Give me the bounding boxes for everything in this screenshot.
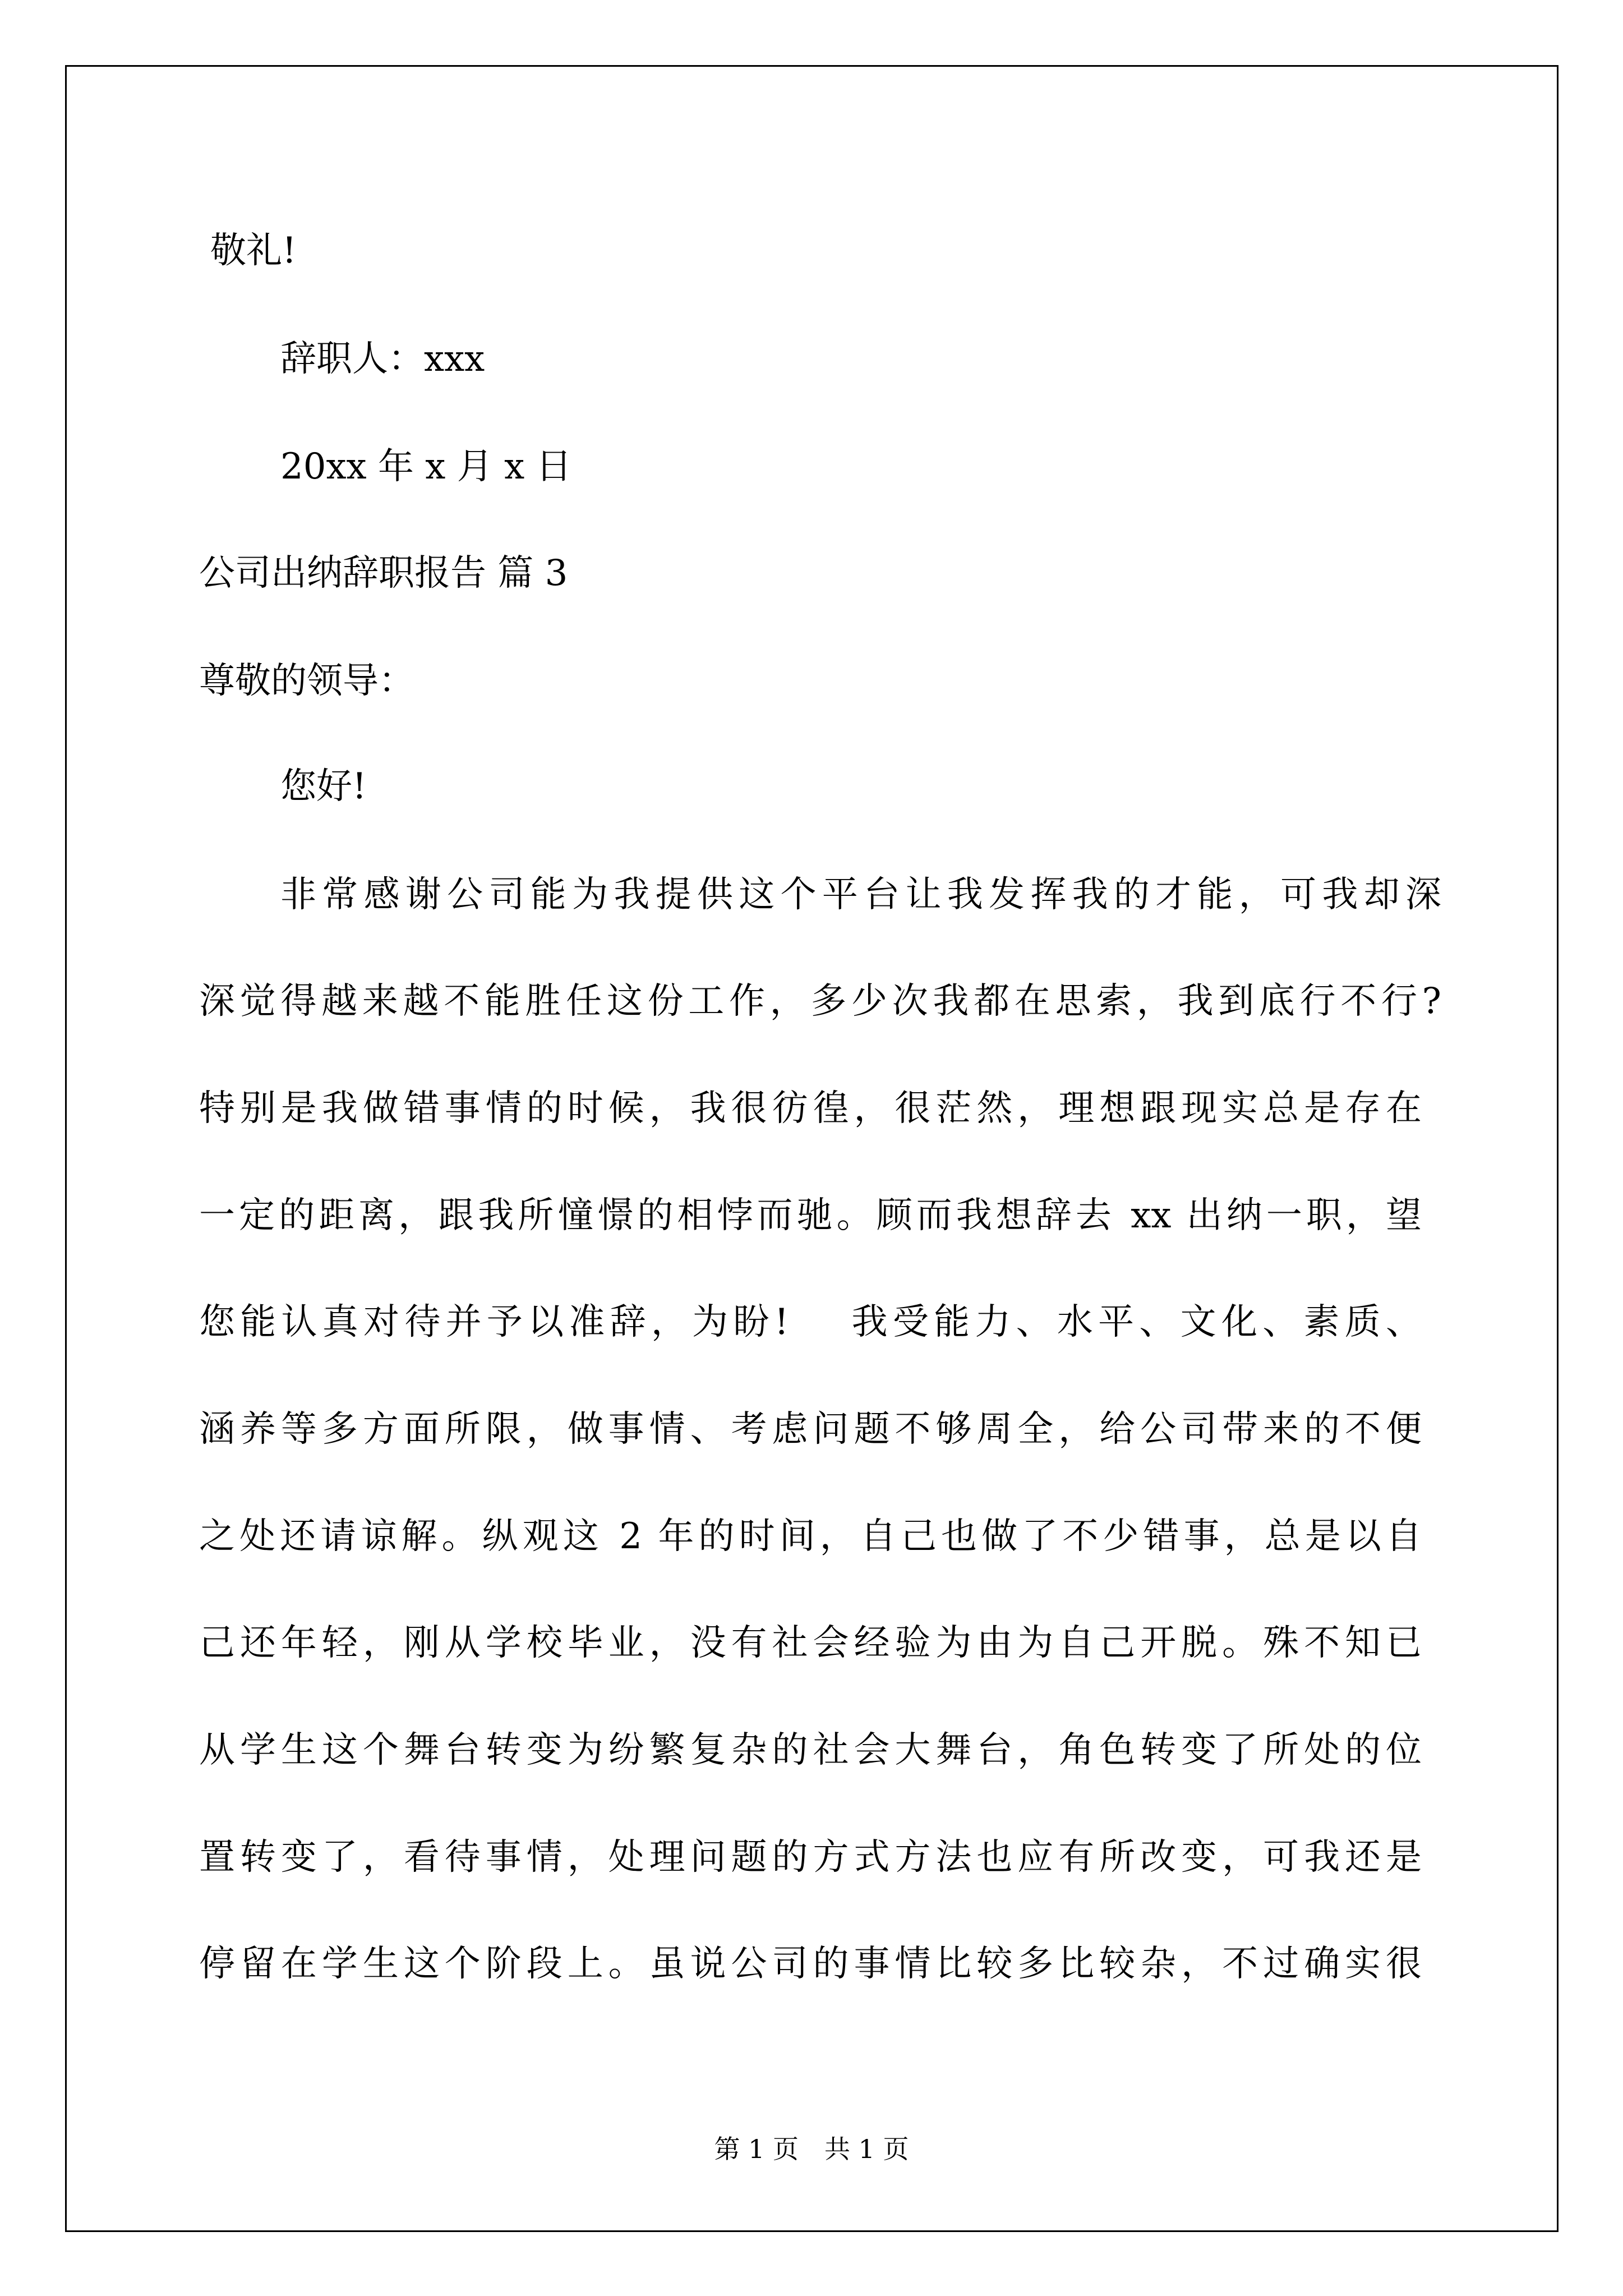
body-line-4: 一定的距离，跟我所憧憬的相悖而驰。顾而我想辞去 xx 出纳一职，望 <box>199 1195 1422 1236</box>
body-line-7: 之处还请谅解。纵观这 2 年的时间，自己也做了不少错事，总是以自 <box>199 1516 1422 1557</box>
closing-salutation: 敬礼! <box>210 230 297 272</box>
body-line-9: 从学生这个舞台转变为纷繁复杂的社会大舞台，角色转变了所处的位 <box>199 1729 1422 1771</box>
body-line-2: 深觉得越来越不能胜任这份工作，多少次我都在思索，我到底行不行? <box>199 981 1441 1022</box>
signature-line: 辞职人：xxx <box>280 338 485 380</box>
body-line-8: 己还年轻，刚从学校毕业，没有社会经验为由为自己开脱。殊不知已 <box>199 1622 1422 1664</box>
page-footer: 第 1 页 共 1 页 <box>714 2134 909 2164</box>
body-line-10: 置转变了，看待事情，处理问题的方式方法也应有所改变，可我还是 <box>199 1837 1422 1878</box>
body-line-5: 您能认真对待并予以准辞，为盼! 我受能力、水平、文化、素质、 <box>199 1301 1422 1343</box>
body-line-11: 停留在学生这个阶段上。虽说公司的事情比较多比较杂，不过确实很 <box>199 1943 1422 1985</box>
body-line-3: 特别是我做错事情的时候，我很彷徨，很茫然，理想跟现实总是存在 <box>199 1088 1422 1129</box>
page-border <box>65 65 1559 2232</box>
date-line: 20xx 年 x 月 x 日 <box>280 446 572 487</box>
greeting: 您好! <box>280 766 367 807</box>
salutation: 尊敬的领导： <box>199 660 414 702</box>
body-line-1: 非常感谢公司能为我提供这个平台让我发挥我的才能，可我却深 <box>280 874 1441 915</box>
body-line-6: 涵养等多方面所限，做事情、考虑问题不够周全，给公司带来的不便 <box>199 1409 1422 1450</box>
section-heading: 公司出纳辞职报告 篇 3 <box>199 553 568 594</box>
